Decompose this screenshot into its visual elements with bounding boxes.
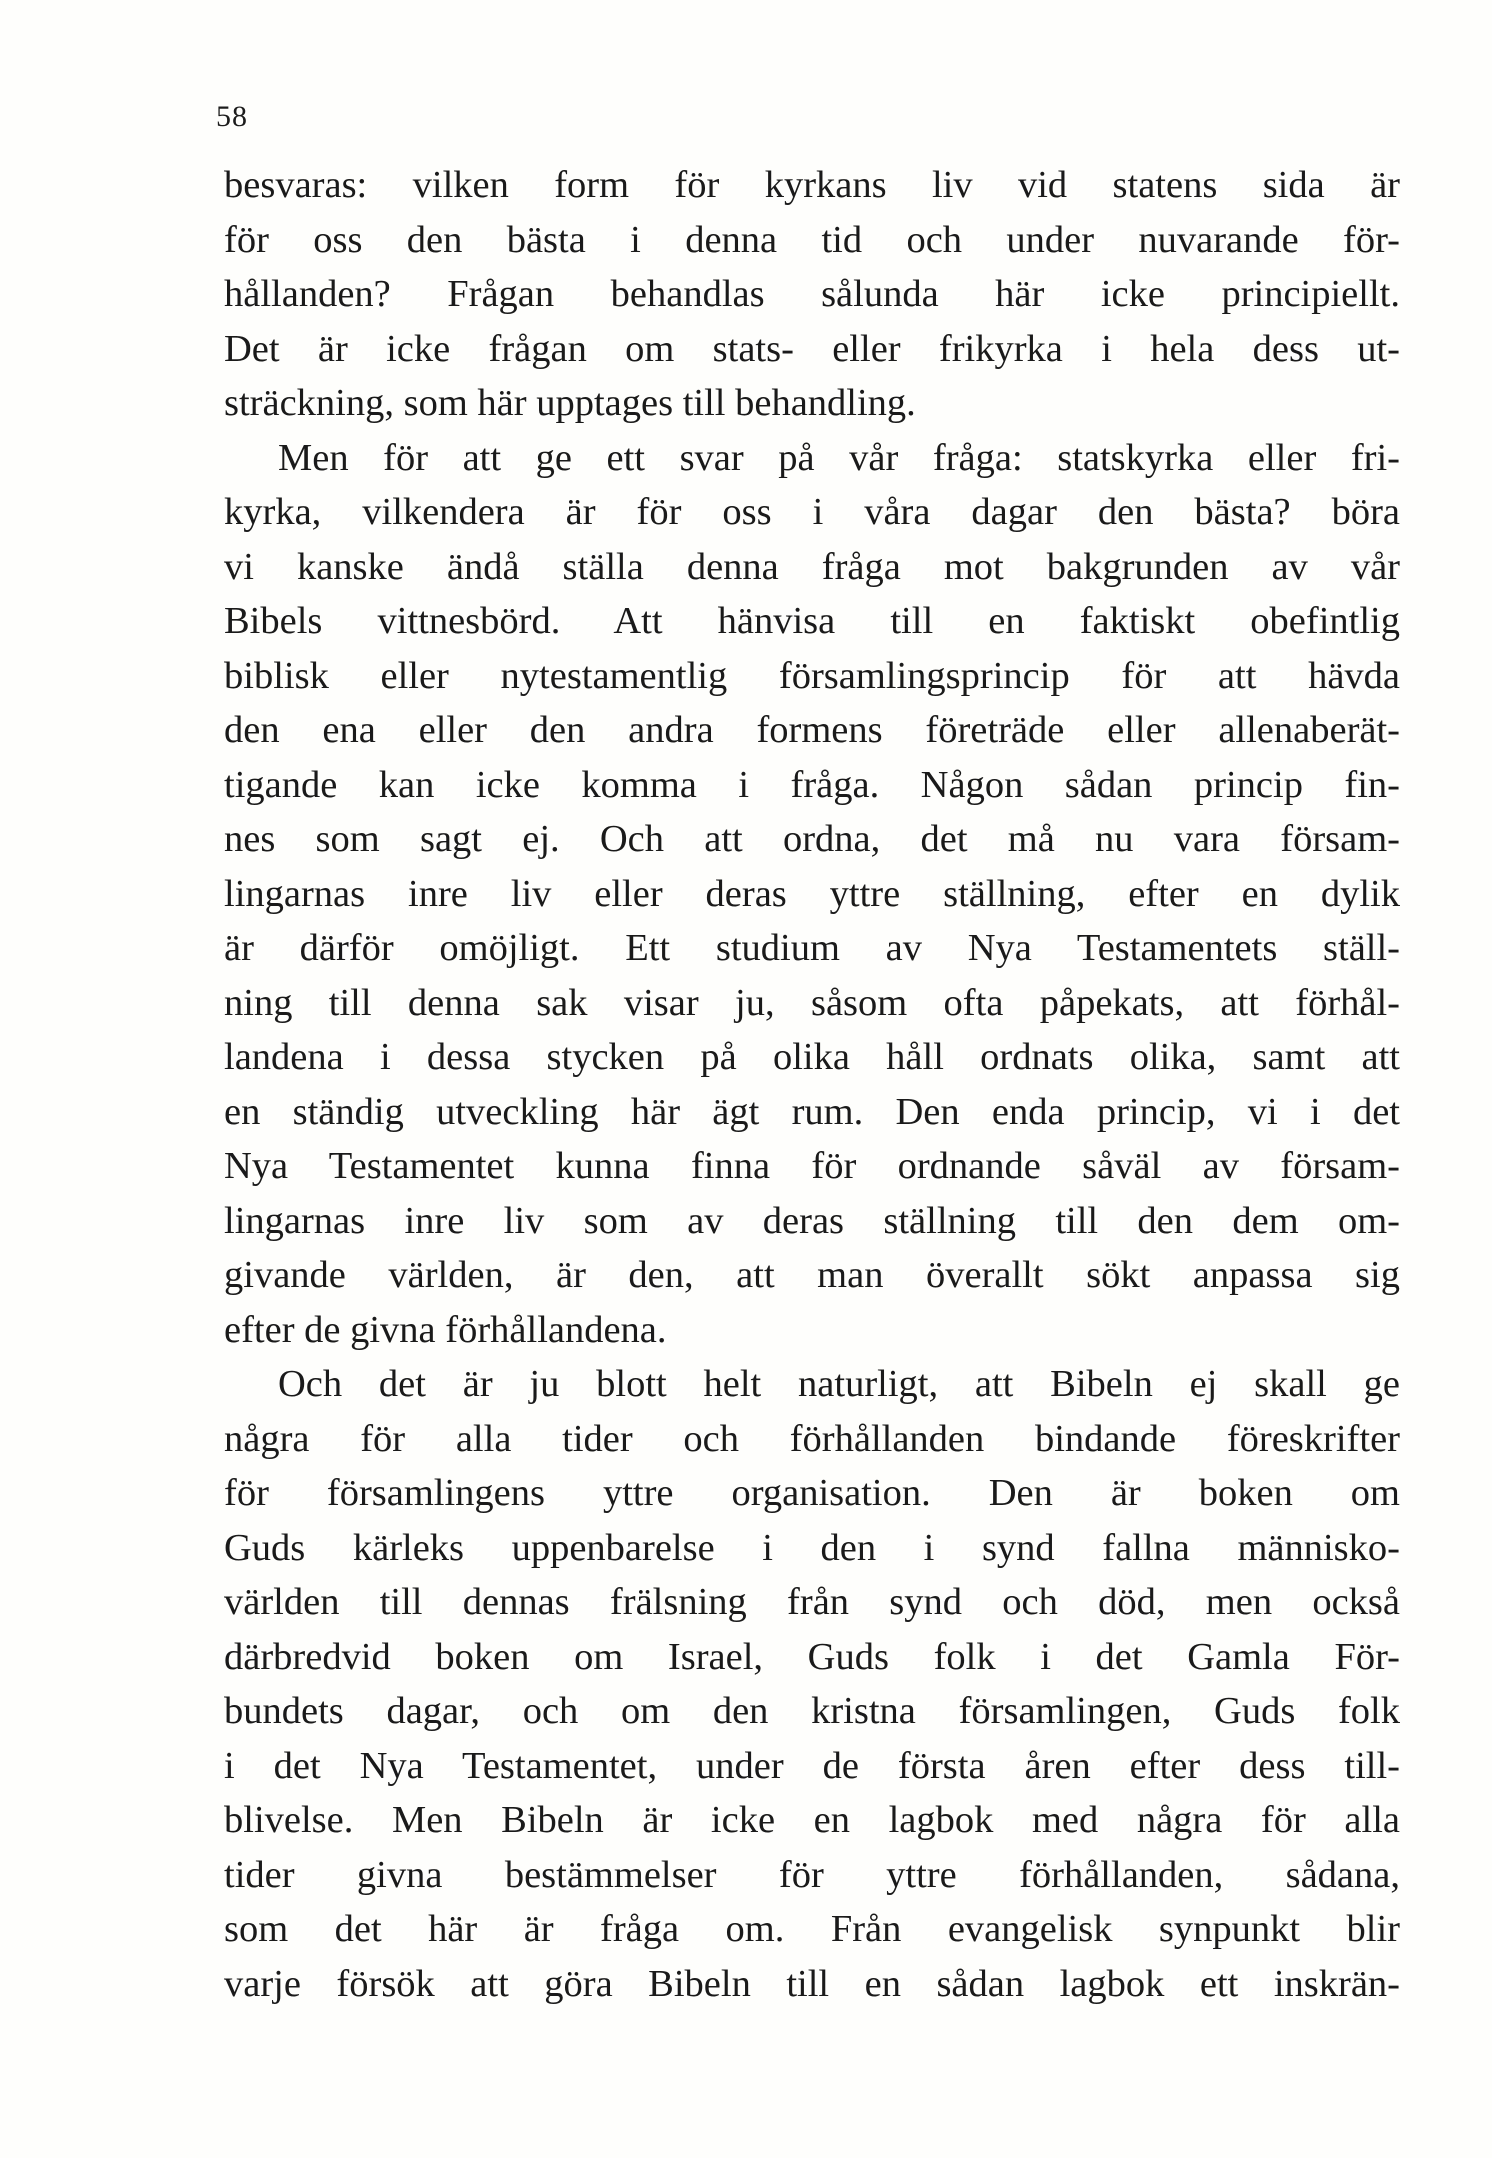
text-line: nes som sagt ej. Och att ordna, det må nu vara försam- [224, 818, 1400, 860]
text-line: ning till denna sak visar ju, såsom ofta påpekats, att förhål- [224, 981, 1400, 1024]
text-line: bundets dagar, och om den kristna församlingen, Guds folk [224, 1690, 1400, 1732]
page-number: 58 [216, 100, 248, 133]
text-line: hållanden? Frågan behandlas sålunda här icke principiellt. [224, 273, 1400, 315]
text-line: Nya Testamentet kunna finna för ordnande såväl av försam- [224, 1145, 1400, 1187]
text-line: biblisk eller nytestamentlig församlingsprincip för att hävda [224, 654, 1400, 697]
text-line: en ständig utveckling här ägt rum. Den enda princip, vi i det [224, 1090, 1400, 1133]
text-line: tigande kan icke komma i fråga. Någon sådan princip fin- [224, 763, 1400, 806]
body-text [224, 158, 1400, 2011]
paragraph [224, 431, 1400, 1358]
text-line: vi kanske ändå ställa denna fråga mot bakgrunden av vår [224, 545, 1400, 588]
text-line: lingarnas inre liv eller deras yttre ställning, efter en dylik [224, 872, 1400, 915]
text-line: Och det är ju blott helt naturligt, att Bibeln ej skall ge [278, 1363, 1400, 1405]
paragraph [224, 1357, 1400, 2011]
text-line: Bibels vittnesbörd. Att hänvisa till en faktiskt obefintlig [224, 600, 1400, 642]
text-line: blivelse. Men Bibeln är icke en lagbok med några för alla [224, 1799, 1400, 1841]
text-line: Guds kärleks uppenbarelse i den i synd fallna människo- [224, 1526, 1400, 1569]
text-line: är därför omöjligt. Ett studium av Nya Testamentets ställ- [224, 927, 1400, 969]
text-line: varje försök att göra Bibeln till en sådan lagbok ett inskrän- [224, 1962, 1400, 2005]
text-line: som det här är fråga om. Från evangelisk synpunkt blir [224, 1908, 1400, 1950]
text-line: tider givna bestämmelser för yttre förhållanden, sådana, [224, 1853, 1400, 1896]
text-line: därbredvid boken om Israel, Guds folk i det Gamla För- [224, 1635, 1400, 1678]
text-line: världen till dennas frälsning från synd och död, men också [224, 1581, 1400, 1623]
text-line: sträckning, som här upptages till behandling. [224, 382, 916, 424]
text-line: i det Nya Testamentet, under de första åren efter dess till- [224, 1744, 1400, 1787]
text-line: för församlingens yttre organisation. Den är boken om [224, 1472, 1400, 1514]
text-line: kyrka, vilkendera är för oss i våra dagar den bästa? böra [224, 491, 1400, 533]
text-line: givande världen, är den, att man överallt sökt anpassa sig [224, 1254, 1400, 1296]
text-line: för oss den bästa i denna tid och under nuvarande för- [224, 218, 1400, 261]
text-line: Det är icke frågan om stats- eller frikyrka i hela dess ut- [224, 327, 1400, 370]
text-line: den ena eller den andra formens företräde eller allenaberät- [224, 709, 1400, 751]
text-line: några för alla tider och förhållanden bindande föreskrifter [224, 1417, 1400, 1460]
text-line: lingarnas inre liv som av deras ställning till den dem om- [224, 1199, 1400, 1242]
text-line: landena i dessa stycken på olika håll ordnats olika, samt att [224, 1036, 1400, 1078]
text-line: Men för att ge ett svar på vår fråga: statskyrka eller fri- [278, 436, 1400, 479]
paragraph [224, 158, 1400, 431]
text-line: efter de givna förhållandena. [224, 1308, 667, 1351]
text-line: besvaras: vilken form för kyrkans liv vid statens sida är [224, 164, 1400, 206]
